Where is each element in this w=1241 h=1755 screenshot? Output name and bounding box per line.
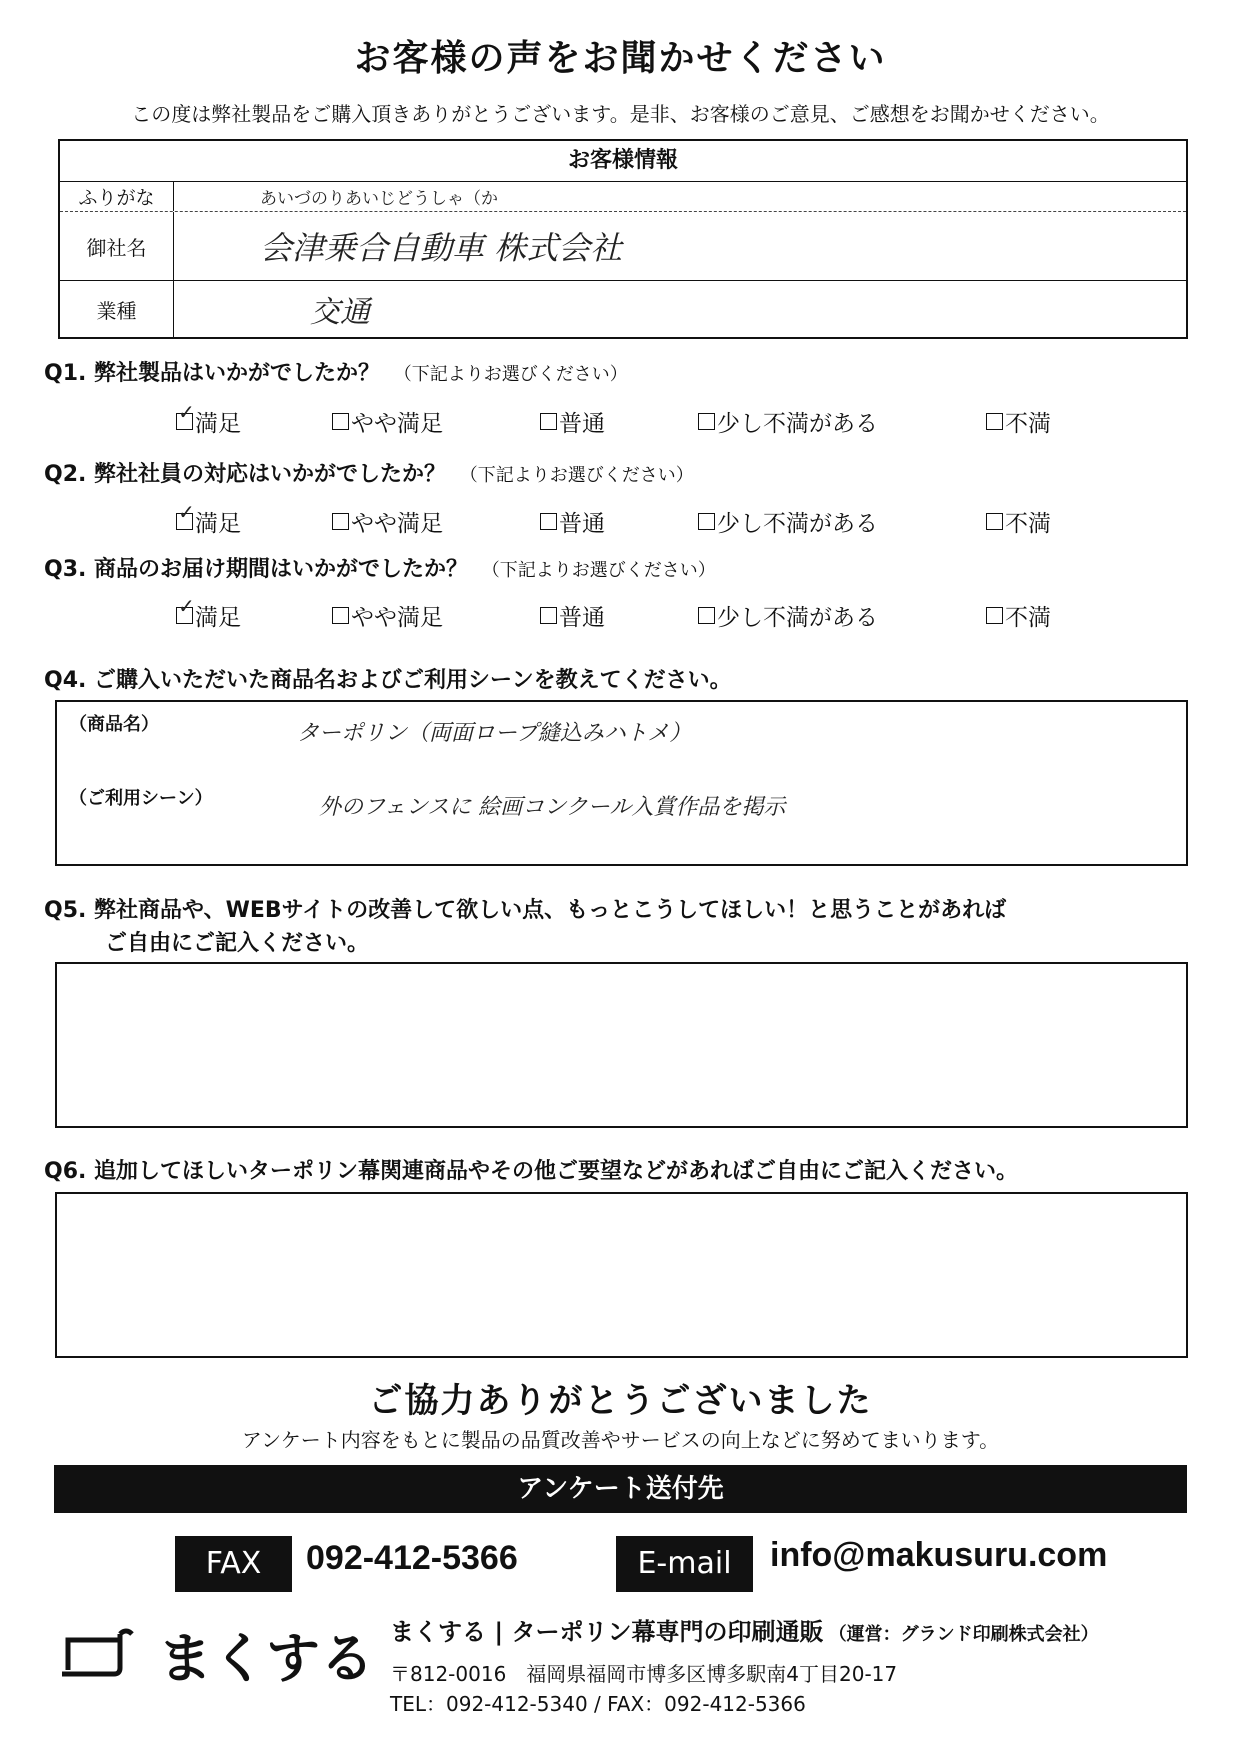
customer-info-table bbox=[58, 139, 1188, 339]
question-text: 追加してほしいターポリン幕関連商品やその他ご要望などがあればご自由にご記入ください。 bbox=[94, 1159, 1019, 1184]
checkbox-icon[interactable] bbox=[698, 413, 715, 430]
question-2 bbox=[44, 457, 694, 488]
question-text: 弊社製品はいかがでしたか？ bbox=[94, 361, 381, 386]
product-label: （商品名） bbox=[69, 714, 159, 735]
question-number: Q2. bbox=[44, 462, 87, 487]
product-value[interactable]: ターポリン（両面ロープ縫込みハトメ） bbox=[297, 721, 692, 746]
scene-label: （ご利用シーン） bbox=[69, 788, 213, 809]
checkbox-icon[interactable] bbox=[986, 413, 1003, 430]
thanks-subtext: アンケート内容をもとに製品の品質改善やサービスの向上などに努めてまいります。 bbox=[241, 1428, 1000, 1452]
checkbox-checked-icon[interactable] bbox=[176, 607, 193, 624]
question-4 bbox=[44, 663, 732, 694]
furigana-field[interactable]: あいづのりあいじどうしゃ（か bbox=[260, 188, 498, 209]
checkbox-icon[interactable] bbox=[540, 513, 557, 530]
q2-option-dissatisfied[interactable]: 不満 bbox=[986, 505, 1051, 538]
question-5 bbox=[44, 893, 1204, 957]
q1-option-neutral[interactable]: 普通 bbox=[540, 405, 605, 438]
footer-company-line bbox=[390, 1612, 1099, 1647]
page-title: お客様の声をお聞かせください bbox=[354, 38, 887, 79]
checkbox-icon[interactable] bbox=[332, 607, 349, 624]
checkbox-icon[interactable] bbox=[986, 513, 1003, 530]
question-1 bbox=[44, 356, 628, 387]
intro-text: この度は弊社製品をご購入頂きありがとうございます。是非、お客様のご意見、ご感想をお聞かせください。 bbox=[131, 102, 1110, 126]
checkbox-checked-icon[interactable] bbox=[176, 513, 193, 530]
checkbox-icon[interactable] bbox=[332, 413, 349, 430]
q2-option-somewhat-dissatisfied[interactable]: 少し不満がある bbox=[698, 505, 878, 538]
question-number: Q4. bbox=[44, 668, 87, 693]
footer-tel-fax: TEL：092-412-5340 / FAX：092-412-5366 bbox=[390, 1692, 806, 1716]
checkbox-icon[interactable] bbox=[332, 513, 349, 530]
question-6 bbox=[44, 1154, 1018, 1185]
question-text-line-1: 弊社商品や、WEBサイトの改善して欲しい点、もっとこうしてほしい！と思うことがあれば bbox=[94, 898, 1007, 923]
industry-row bbox=[60, 281, 1186, 337]
question-number: Q5. bbox=[44, 898, 87, 923]
industry-field[interactable]: 交通 bbox=[310, 295, 370, 330]
question-number: Q3. bbox=[44, 557, 87, 582]
q3-option-somewhat-dissatisfied[interactable]: 少し不満がある bbox=[698, 599, 878, 632]
logo-wordmark: まくする bbox=[158, 1627, 374, 1690]
industry-label: 業種 bbox=[60, 281, 174, 337]
question-hint: （下記よりお選びください） bbox=[481, 560, 716, 581]
question-text: 弊社社員の対応はいかがでしたか？ bbox=[94, 462, 447, 487]
question-text: ご購入いただいた商品名およびご利用シーンを教えてください。 bbox=[94, 668, 732, 693]
footer-address: 〒812-0016 福岡県福岡市博多区博多駅南4丁目20-17 bbox=[390, 1662, 898, 1686]
checkbox-icon[interactable] bbox=[698, 513, 715, 530]
company-label: 御社名 bbox=[60, 212, 174, 280]
q3-option-somewhat-satisfied[interactable]: やや満足 bbox=[332, 599, 443, 632]
question-hint: （下記よりお選びください） bbox=[393, 364, 628, 385]
fax-label: FAX bbox=[175, 1536, 292, 1592]
furigana-label: ふりがな bbox=[60, 181, 174, 211]
footer-operator: （運営：グランド印刷株式会社） bbox=[828, 1624, 1099, 1645]
question-text: 商品のお届け期間はいかがでしたか？ bbox=[94, 557, 469, 582]
q3-option-dissatisfied[interactable]: 不満 bbox=[986, 599, 1051, 632]
checkbox-icon[interactable] bbox=[698, 607, 715, 624]
q5-answer-box[interactable] bbox=[55, 962, 1188, 1128]
question-text-line-2: ご自由にご記入ください。 bbox=[105, 931, 370, 956]
q3-option-neutral[interactable]: 普通 bbox=[540, 599, 605, 632]
footer-company-name: まくする | ターポリン幕専門の印刷通販 bbox=[390, 1618, 824, 1646]
question-number: Q6. bbox=[44, 1159, 87, 1184]
question-hint: （下記よりお選びください） bbox=[459, 465, 694, 486]
q2-option-satisfied[interactable]: ✓ 満足 bbox=[176, 505, 241, 538]
scene-value[interactable]: 外のフェンスに 絵画コンクール入賞作品を掲示 bbox=[319, 795, 786, 820]
question-3 bbox=[44, 552, 716, 583]
email-address[interactable]: info@makusuru.com bbox=[770, 1536, 1108, 1574]
fax-number[interactable]: 092-412-5366 bbox=[306, 1539, 518, 1577]
thanks-heading: ご協力ありがとうございました bbox=[368, 1381, 873, 1421]
company-row bbox=[60, 212, 1186, 281]
checkbox-checked-icon[interactable] bbox=[176, 413, 193, 430]
q1-option-dissatisfied[interactable]: 不満 bbox=[986, 405, 1051, 438]
send-to-bar: アンケート送付先 bbox=[54, 1465, 1187, 1513]
checkbox-icon[interactable] bbox=[540, 413, 557, 430]
company-field[interactable]: 会津乗合自動車 株式会社 bbox=[260, 229, 623, 267]
q4-answer-box[interactable] bbox=[55, 700, 1188, 866]
q2-option-somewhat-satisfied[interactable]: やや満足 bbox=[332, 505, 443, 538]
q1-option-somewhat-dissatisfied[interactable]: 少し不満がある bbox=[698, 405, 878, 438]
customer-info-heading: お客様情報 bbox=[60, 141, 1186, 182]
q6-answer-box[interactable] bbox=[55, 1192, 1188, 1358]
q3-option-satisfied[interactable]: ✓ 満足 bbox=[176, 599, 241, 632]
question-number: Q1. bbox=[44, 361, 87, 386]
q1-option-satisfied[interactable]: ✓ 満足 bbox=[176, 405, 241, 438]
curtain-logo-icon bbox=[60, 1620, 150, 1680]
furigana-row bbox=[60, 181, 1186, 212]
checkbox-icon[interactable] bbox=[540, 607, 557, 624]
q2-option-neutral[interactable]: 普通 bbox=[540, 505, 605, 538]
email-label: E-mail bbox=[616, 1536, 753, 1592]
checkbox-icon[interactable] bbox=[986, 607, 1003, 624]
q1-option-somewhat-satisfied[interactable]: やや満足 bbox=[332, 405, 443, 438]
